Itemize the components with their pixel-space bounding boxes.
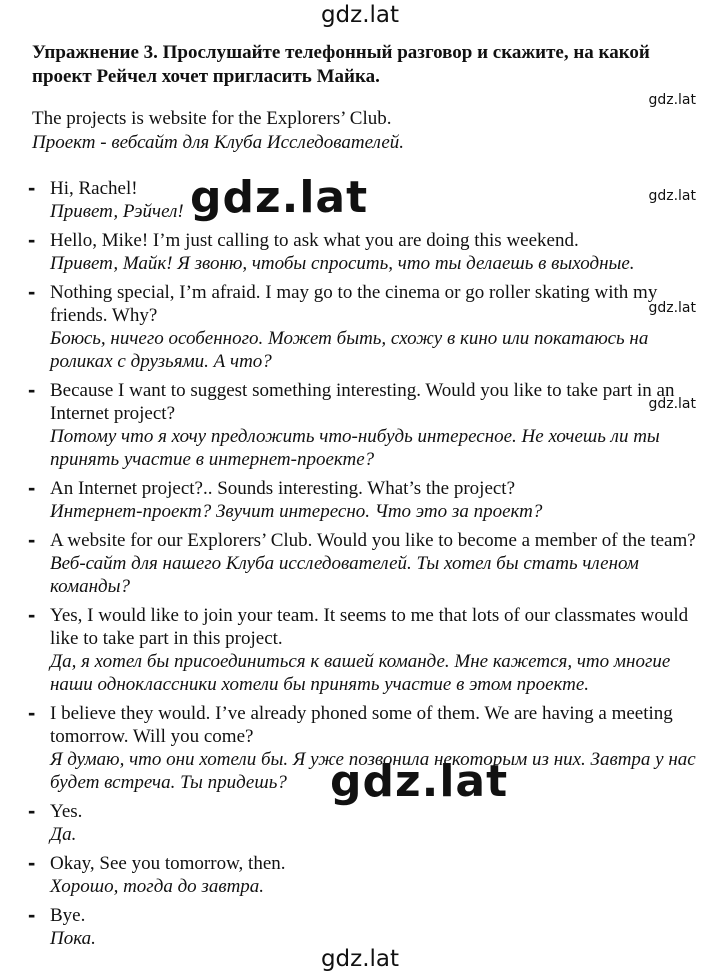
dialog-russian: Веб-сайт для нашего Клуба исследователей. Ты хотел бы стать членом команды? [50,553,639,597]
dialog-dash: - [28,475,36,500]
dialog [28,177,700,956]
dialog-russian: Боюсь, ничего особенного. Может быть, схожу в кино или покатаюсь на роликах с друзьями. А что? [50,328,649,372]
dialog-english: I believe they would. I’ve already phoned some of them. We are having a meeting tomorrow. Will you come? [50,703,673,747]
dialog-russian: Привет, Майк! Я звоню, чтобы спросить, что ты делаешь в выходные. [50,253,635,274]
dialog-english: A website for our Explorers’ Club. Would you like to become a member of the team? [50,530,696,551]
watermark-small: gdz.lat [648,396,696,412]
dialog-russian: Да. [50,824,77,845]
watermark-large: gdz.lat [330,756,509,807]
dialog-dash: - [28,798,36,823]
watermark-large: gdz.lat [190,172,369,223]
dialog-english: Yes, I would like to join your team. It seems to me that lots of our classmates would like to take part in this project. [50,605,689,649]
dialog-russian: Хорошо, тогда до завтра. [50,876,265,897]
dialog-english: Yes. [50,801,83,822]
answer-russian: Проект - вебсайт для Клуба Исследователей. [32,132,405,153]
dialog-russian: Потому что я хочу предложить что-нибудь интересное. Не хочешь ли ты принять участие в интернет-проекте? [50,426,660,470]
dialog-line [28,852,700,898]
dialog-line [28,281,700,373]
dialog-english: An Internet project?.. Sounds interesting. What’s the project? [50,478,516,499]
dialog-russian: Привет, Рэйчел! [50,201,184,222]
dialog-dash: - [28,602,36,627]
dialog-line [28,477,700,523]
dialog-dash: - [28,377,36,402]
dialog-russian: Я думаю, что они хотели бы. Я уже позвонила некоторым из них. Завтра у нас будет встреча. Ты придешь? [50,749,696,793]
dialog-dash: - [28,527,36,552]
dialog-dash: - [28,850,36,875]
dialog-dash: - [28,279,36,304]
dialog-russian: Пока. [50,928,96,949]
dialog-dash: - [28,227,36,252]
dialog-line [28,604,700,696]
answer-english: The projects is website for the Explorers’ Club. [32,108,392,129]
dialog-english: Hi, Rachel! [50,178,138,199]
watermark-small: gdz.lat [648,188,696,204]
dialog-english: Nothing special, I’m afraid. I may go to the cinema or go roller skating with my friends. Why? [50,282,658,326]
dialog-dash: - [28,902,36,927]
dialog-english: Hello, Mike! I’m just calling to ask what you are doing this weekend. [50,230,579,251]
dialog-line [28,229,700,275]
dialog-english: Bye. [50,905,86,926]
dialog-line [28,904,700,950]
watermark-top: gdz.lat [320,2,400,28]
dialog-russian: Да, я хотел бы присоединиться к вашей команде. Мне кажется, что многие наши одноклассники хотели бы принять участие в этом проекте. [50,651,671,695]
watermark-small: gdz.lat [648,92,696,108]
task-heading: Упражнение 3. Прослушайте телефонный разговор и скажите, на какой проект Рейчел хочет пригласить Майка. [32,42,650,87]
dialog-dash: - [28,700,36,725]
dialog-english: Okay, See you tomorrow, then. [50,853,286,874]
dialog-line [28,379,700,471]
dialog-dash: - [28,175,36,200]
dialog-line [28,529,700,598]
dialog-english: Because I want to suggest something interesting. Would you like to take part in an Internet project? [50,380,675,424]
watermark-bottom: gdz.lat [320,946,400,972]
dialog-russian: Интернет-проект? Звучит интересно. Что это за проект? [50,501,543,522]
watermark-small: gdz.lat [648,300,696,316]
